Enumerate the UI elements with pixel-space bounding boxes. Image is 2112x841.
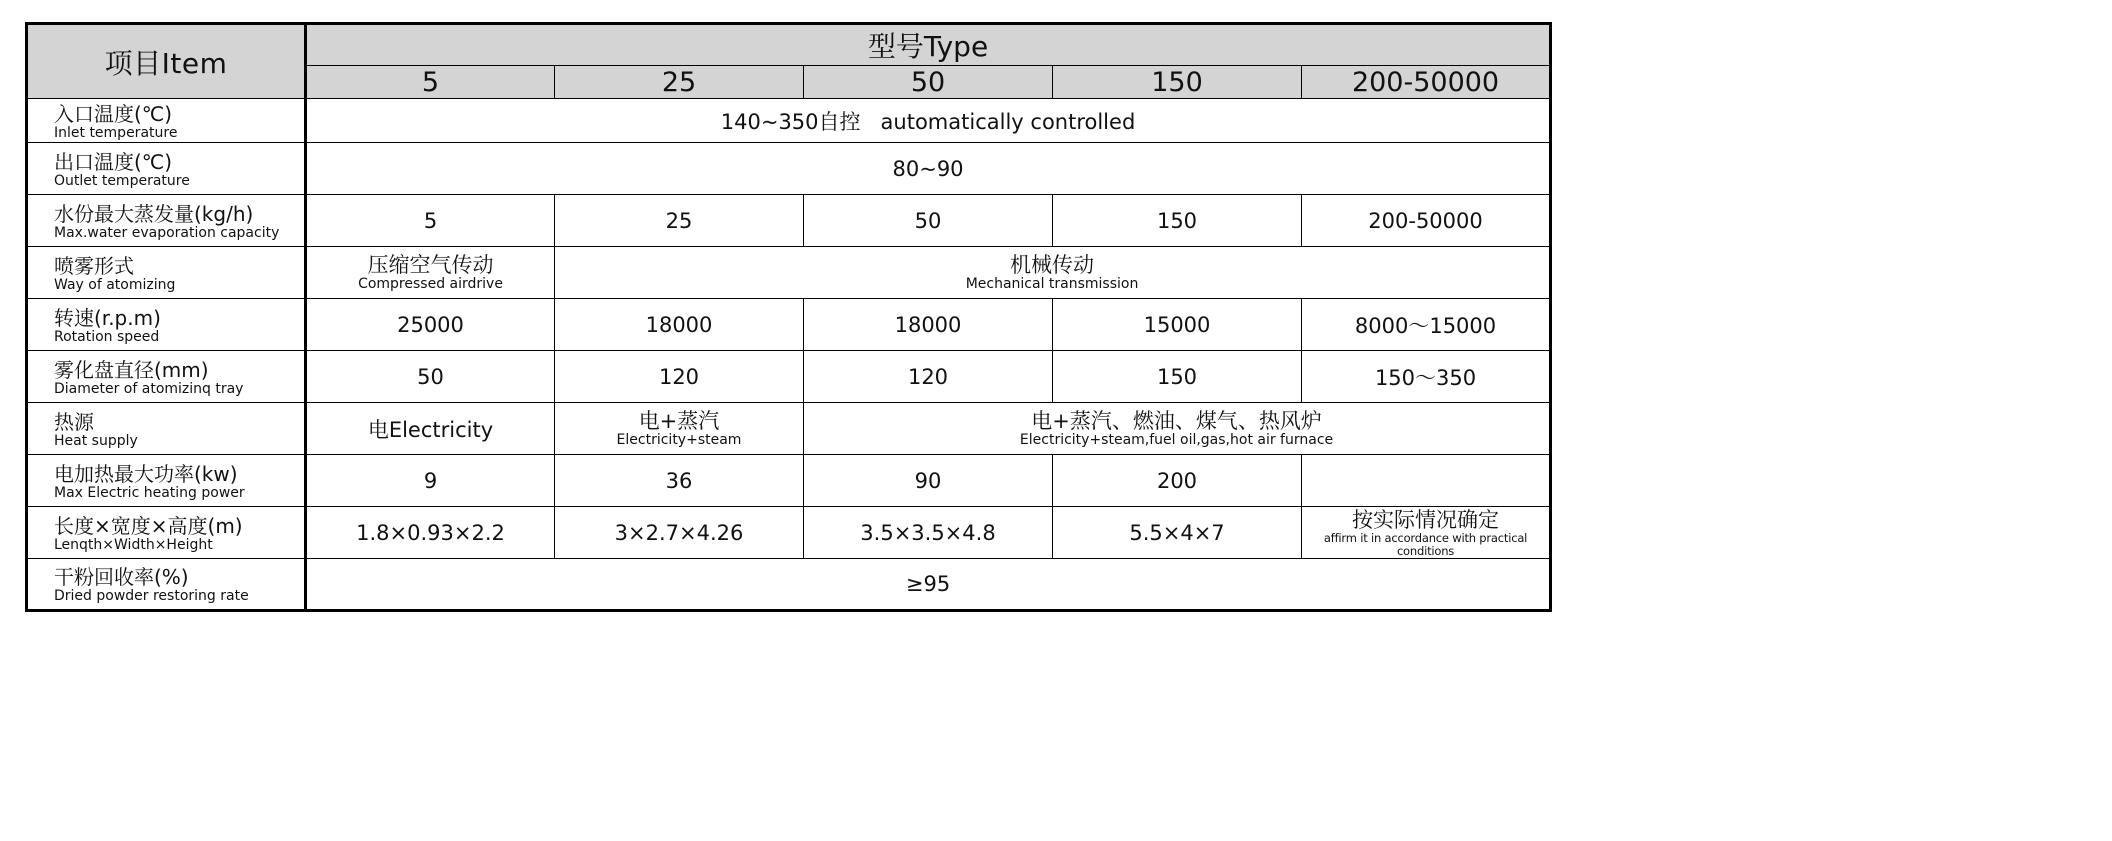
table-cell: 150～350 (1302, 351, 1551, 403)
row-label (27, 143, 306, 195)
cell-en: Mechanical transmission (965, 275, 1139, 292)
row-label (27, 403, 306, 455)
row-label-cn: 水份最大蒸发量(kg/h) (54, 201, 254, 226)
cell-cn: 电+蒸汽、燃油、煤气、热风炉 (1031, 408, 1322, 433)
table-cell: 18000 (804, 299, 1053, 351)
table-row (27, 507, 1551, 559)
table-cell: 50 (306, 351, 555, 403)
table-cell: 120 (804, 351, 1053, 403)
table-cell (804, 403, 1551, 455)
table-cell: 5 (306, 195, 555, 247)
table-cell: 150 (1053, 195, 1302, 247)
row-label-cn: 转速(r.p.m) (54, 305, 161, 330)
table-cell (555, 247, 1551, 299)
recovery-value: ≥95 (306, 559, 1551, 611)
cell-cn: 电+蒸汽 (638, 408, 720, 433)
table-cell: 1.8×0.93×2.2 (306, 507, 555, 559)
row-label-en: Inlet temperature (54, 124, 178, 141)
model-header: 150 (1053, 66, 1302, 99)
row-label-cn: 入口温度(℃) (54, 101, 173, 126)
row-label-cn: 电加热最大功率(kw) (54, 461, 238, 486)
table-row (27, 299, 1551, 351)
row-label-cn: 喷雾形式 (54, 253, 134, 278)
table-cell: 150 (1053, 351, 1302, 403)
row-label-cn: 热源 (54, 409, 94, 434)
row-label-en: Way of atomizing (54, 276, 176, 293)
item-header: 项目Item (27, 24, 306, 99)
type-header: 型号Type (306, 24, 1551, 66)
inlet-value: 140~350自控 automatically controlled (306, 99, 1551, 143)
table-cell: 25 (555, 195, 804, 247)
table-cell: 8000～15000 (1302, 299, 1551, 351)
row-label-en: Max.water evaporation capacity (54, 224, 280, 241)
table-row (27, 195, 1551, 247)
row-label (27, 507, 306, 559)
cell-cn: 压缩空气传动 (367, 252, 494, 277)
cell-en: affirm it in accordance with practical conditions (1323, 530, 1528, 558)
row-label-cn: 长度×宽度×高度(m) (54, 513, 243, 538)
row-label-en: Heat supply (54, 432, 138, 449)
row-label-en: Outlet temperature (54, 172, 190, 189)
row-label (27, 351, 306, 403)
table-cell: 50 (804, 195, 1053, 247)
table-cell: 电Electricity (306, 403, 555, 455)
table-row (27, 559, 1551, 611)
table-row (27, 403, 1551, 455)
spec-table (25, 22, 1552, 612)
row-label (27, 195, 306, 247)
row-label (27, 99, 306, 143)
row-label-en: Diameter of atomizinq tray (54, 380, 244, 397)
cell-en: Compressed airdrive (358, 275, 503, 292)
table-row (27, 143, 1551, 195)
table-cell: 90 (804, 455, 1053, 507)
row-label (27, 247, 306, 299)
outlet-value: 80~90 (306, 143, 1551, 195)
table-cell: 18000 (555, 299, 804, 351)
table-cell: 36 (555, 455, 804, 507)
table-cell (1302, 507, 1551, 559)
cell-en: Electricity+steam (616, 431, 742, 448)
table-cell: 120 (555, 351, 804, 403)
row-label-cn: 出口温度(℃) (54, 149, 173, 174)
table-row (27, 351, 1551, 403)
table-cell: 25000 (306, 299, 555, 351)
table-cell: 3×2.7×4.26 (555, 507, 804, 559)
table-cell: 200-50000 (1302, 195, 1551, 247)
table-cell: 3.5×3.5×4.8 (804, 507, 1053, 559)
model-header: 25 (555, 66, 804, 99)
row-label (27, 559, 306, 611)
table-cell: 5.5×4×7 (1053, 507, 1302, 559)
table-cell: 9 (306, 455, 555, 507)
row-label (27, 299, 306, 351)
model-header: 200-50000 (1302, 66, 1551, 99)
table-cell: 200 (1053, 455, 1302, 507)
table-cell (1302, 455, 1551, 507)
row-label-cn: 干粉回收率(%) (54, 565, 189, 589)
row-label (27, 455, 306, 507)
cell-cn: 机械传动 (1010, 252, 1095, 277)
row-label-en: Rotation speed (54, 328, 160, 345)
table-cell: 15000 (1053, 299, 1302, 351)
table-cell (555, 403, 804, 455)
cell-en: Electricity+steam,fuel oil,gas,hot air furnace (1019, 431, 1334, 448)
table-row (27, 455, 1551, 507)
model-header: 50 (804, 66, 1053, 99)
table-row (27, 99, 1551, 143)
row-label-en: Dried powder restoring rate (54, 588, 249, 604)
row-label-en: Max Electric heating power (54, 484, 245, 501)
table-cell (306, 247, 555, 299)
row-label-cn: 雾化盘直径(mm) (54, 357, 209, 382)
cell-cn: 按实际情况确定 (1352, 507, 1500, 532)
row-label-en: Lenqth×Width×Height (54, 536, 213, 553)
model-header: 5 (306, 66, 555, 99)
table-row (27, 247, 1551, 299)
